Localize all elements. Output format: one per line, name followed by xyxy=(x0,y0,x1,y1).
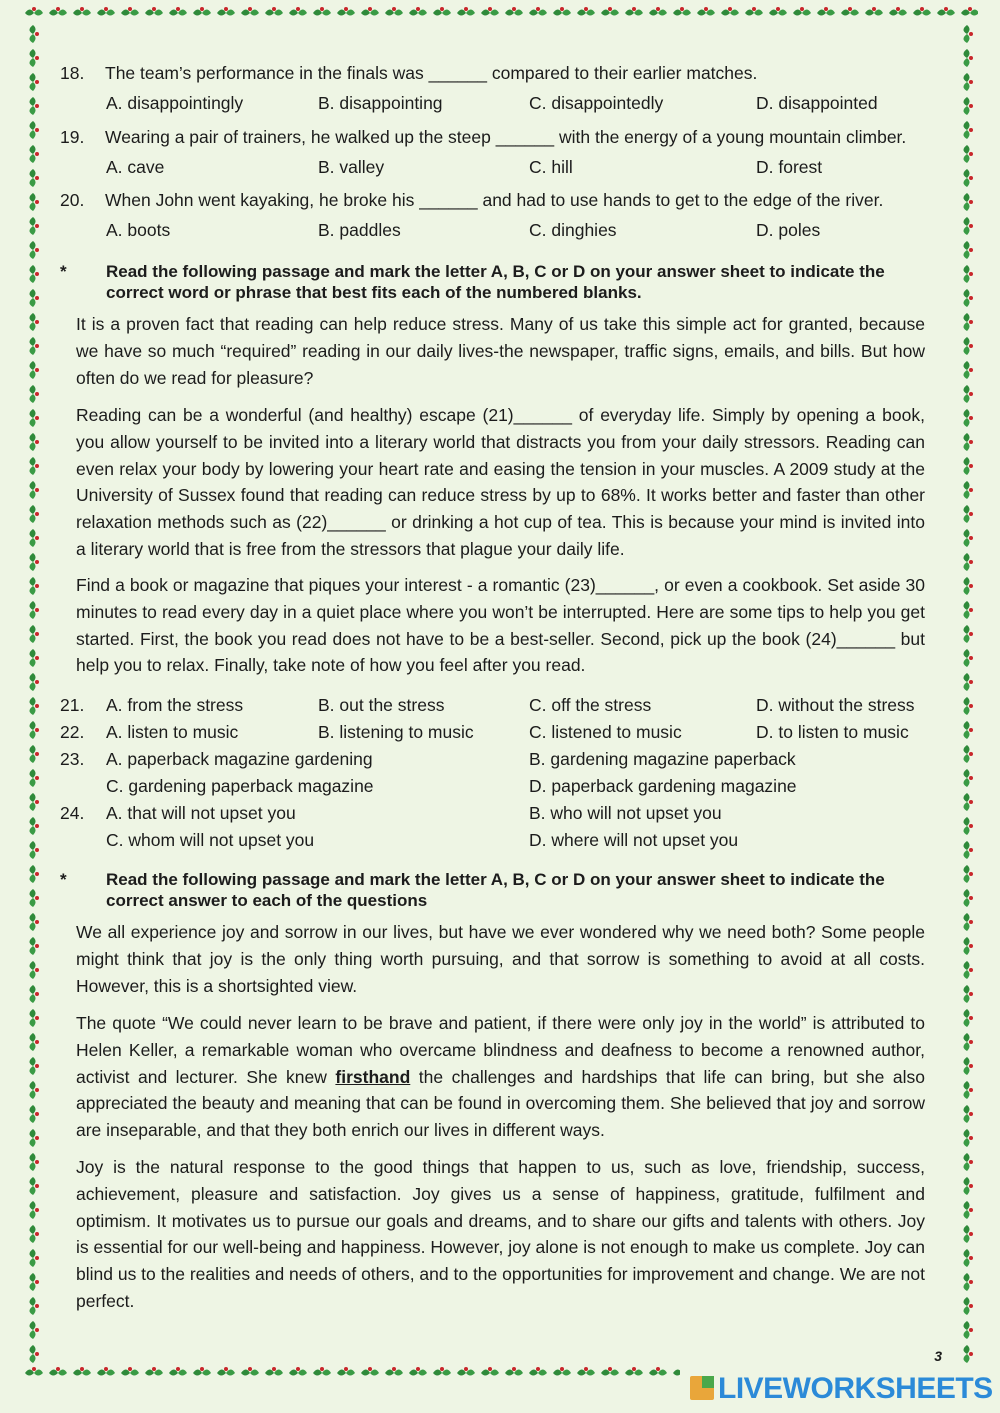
holly-border-right xyxy=(956,22,978,1363)
option-d[interactable]: D. forest xyxy=(756,157,823,177)
holly-border-top xyxy=(22,2,978,24)
instruction-text: Read the following passage and mark the letter A, B, C or D on your answer sheet to indicate the correct word or phrase that best fits each of the numbered blanks. xyxy=(106,262,885,302)
option-a[interactable]: A. from the stress xyxy=(106,695,244,715)
question-stem: Wearing a pair of trainers, he walked up the steep ______ with the energy of a young mountain climber. xyxy=(105,127,907,147)
question-number: 21. xyxy=(60,695,85,715)
liveworksheets-logo[interactable] xyxy=(690,1372,993,1406)
instruction-cloze xyxy=(60,261,945,303)
passage2-paragraph-1: We all experience joy and sorrow in our lives, but have we ever wondered why we need both? Some people might think that joy is the only thing worth pursuing, and that sorrow is something to avoid at all costs. However, this is a shortsighted view. xyxy=(76,922,925,996)
brand-icon xyxy=(690,1376,714,1400)
option-b[interactable]: B. disappointing xyxy=(318,93,443,113)
option-a[interactable]: A. boots xyxy=(106,220,171,240)
option-d[interactable]: D. paperback gardening magazine xyxy=(529,776,797,796)
question-stem: When John went kayaking, he broke his ______ and had to use hands to get to the edge of the river. xyxy=(105,190,884,210)
option-b[interactable]: B. gardening magazine paperback xyxy=(529,749,796,769)
passage2-text-after: the challenges and hardships that life can bring, but she also appreciated the beauty and meaning that can be found in overcoming them. She believed that joy and sorrow are inseparable, and that they both enrich our lives in different ways. xyxy=(76,1066,925,1141)
question-stem: The team’s performance in the finals was ______ compared to their earlier matches. xyxy=(105,63,758,83)
question-number: 19. xyxy=(60,127,85,147)
option-c[interactable]: C. listened to music xyxy=(529,722,682,742)
passage2-text-before: The quote “We could never learn to be brave and patient, if there were only joy in the world” is attributed to Helen Keller, a remarkable woman who overcame blindness and deafness to become a renowned author, activist and lecturer. She knew xyxy=(76,1013,925,1087)
brand-name: LIVEWORKSHEETS xyxy=(718,1372,993,1405)
option-b[interactable]: B. valley xyxy=(318,157,385,177)
option-a[interactable]: A. disappointingly xyxy=(106,93,244,113)
passage1-paragraph-1: It is a proven fact that reading can help reduce stress. Many of us take this simple act for granted, because we have so much “required” reading in our daily lives-the newspaper, traffic signs, emails, and bills. But how often do we read for pleasure? xyxy=(76,314,925,388)
option-d[interactable]: D. without the stress xyxy=(756,695,915,715)
holly-border-left xyxy=(22,22,44,1363)
passage2-paragraph-3: Joy is the natural response to the good things that happen to us, such as love, friendship, success, achievement, pleasure and satisfaction. Joy gives us a sense of happiness, gratitude, fulfilment and optimism. It motivates us to pursue our goals and dreams, and to share our gifts and talents with others. Joy is essential for our well-being and happiness. However, joy alone is not enough to make us complete. Joy can blind us to the realities and needs of others, and to the opportunities for improvement and change. We are not perfect. xyxy=(76,1157,925,1311)
option-c[interactable]: C. hill xyxy=(529,157,573,177)
option-d[interactable]: D. to listen to music xyxy=(756,722,909,742)
option-d[interactable]: D. poles xyxy=(756,220,821,240)
option-c[interactable]: C. gardening paperback magazine xyxy=(106,776,374,796)
passage2-paragraph-2 xyxy=(76,1010,925,1144)
bullet-star: * xyxy=(60,262,67,281)
question-number: 20. xyxy=(60,190,85,210)
page-number: 3 xyxy=(934,1348,942,1364)
option-c[interactable]: C. off the stress xyxy=(529,695,652,715)
instruction-reading xyxy=(60,869,945,911)
option-d[interactable]: D. where will not upset you xyxy=(529,830,739,850)
question-number: 23. xyxy=(60,749,85,769)
question-number: 24. xyxy=(60,803,85,823)
holly-border-bottom xyxy=(22,1362,680,1384)
option-b[interactable]: B. paddles xyxy=(318,220,401,240)
option-d[interactable]: D. disappointed xyxy=(756,93,878,113)
option-a[interactable]: A. that will not upset you xyxy=(106,803,296,823)
option-c[interactable]: C. whom will not upset you xyxy=(106,830,315,850)
question-number: 22. xyxy=(60,722,85,742)
option-a[interactable]: A. paperback magazine gardening xyxy=(106,749,373,769)
passage1-paragraph-2: Reading can be a wonderful (and healthy) escape (21)______ of everyday life. Simply by opening a book, you allow yourself to be invited into a literary world that distracts you from your daily stressors. Reading can even relax your body by lowering your heart rate and easing the tension in your muscles. A 2009 study at the University of Sussex found that reading can reduce stress by up to 68%. It works better and faster than other relaxation methods such as (22)______ or drinking a hot cup of tea. This is because your mind is invited into a literary world that is free from the stressors that plague your daily life. xyxy=(76,405,925,559)
option-a[interactable]: A. listen to music xyxy=(106,722,239,742)
instruction-text: Read the following passage and mark the letter A, B, C or D on your answer sheet to indicate the correct answer to each of the questions xyxy=(106,870,885,910)
option-b[interactable]: B. out the stress xyxy=(318,695,445,715)
option-c[interactable]: C. disappointedly xyxy=(529,93,664,113)
passage1-paragraph-3: Find a book or magazine that piques your interest - a romantic (23)______, or even a cookbook. Set aside 30 minutes to read every day in a quiet place where you won’t be interrupted. Here are some tips to help you get started. First, the book you read does not have to be a best-seller. Second, pick up the book (24)______ but help you to relax. Finally, take note of how you feel after you read. xyxy=(76,575,925,676)
option-b[interactable]: B. listening to music xyxy=(318,722,474,742)
underlined-word: firsthand xyxy=(335,1066,411,1087)
option-a[interactable]: A. cave xyxy=(106,157,165,177)
option-b[interactable]: B. who will not upset you xyxy=(529,803,722,823)
option-c[interactable]: C. dinghies xyxy=(529,220,617,240)
question-number: 18. xyxy=(60,63,85,83)
bullet-star: * xyxy=(60,870,67,889)
